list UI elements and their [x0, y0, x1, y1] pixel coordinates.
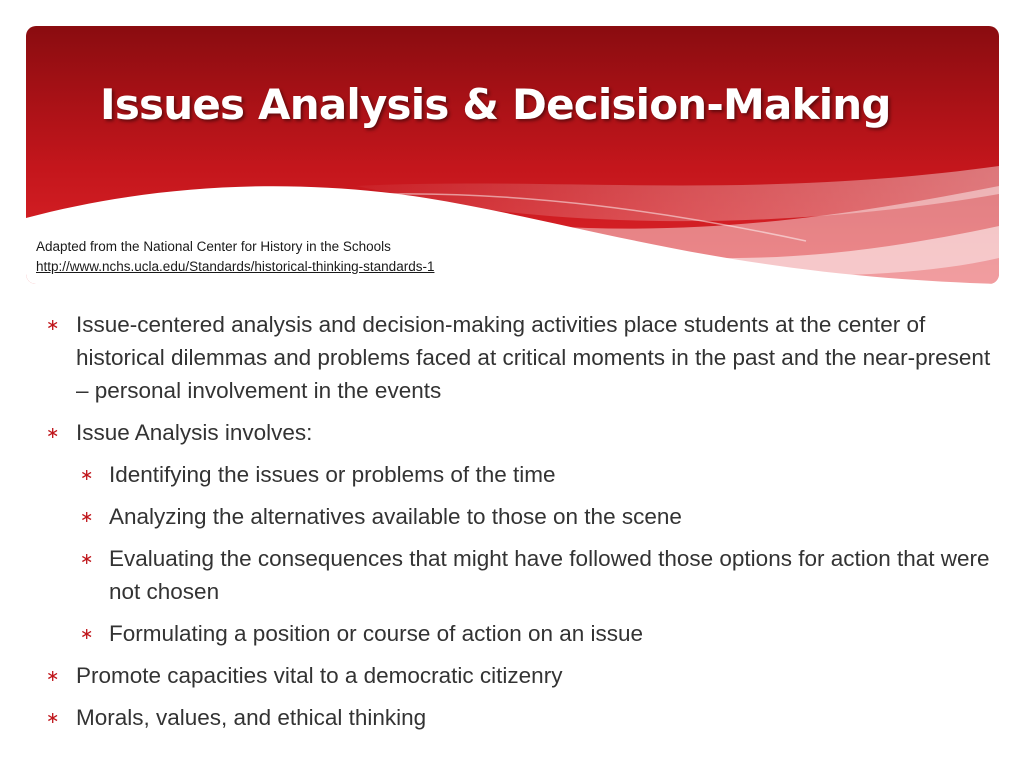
bullet-text: Analyzing the alternatives available to those on the scene	[109, 504, 682, 529]
bullet-item	[44, 308, 994, 407]
bullet-asterisk-icon: ∗	[46, 710, 60, 727]
bullet-asterisk-icon: ∗	[80, 551, 94, 568]
bullet-asterisk-icon: ∗	[80, 467, 94, 484]
bullet-item	[44, 701, 994, 734]
bullet-list	[44, 308, 994, 743]
bullet-text: Morals, values, and ethical thinking	[76, 705, 427, 730]
bullet-text: Identifying the issues or problems of the time	[109, 462, 556, 487]
bullet-item	[44, 416, 994, 449]
bullet-item	[44, 659, 994, 692]
bullet-text: Issue-centered analysis and decision-making activities place students at the center of historical dilemmas and problems faced at critical moments in the past and the near-present – personal involvement in the events	[76, 312, 991, 403]
bullet-asterisk-icon: ∗	[46, 668, 60, 685]
source-citation	[36, 237, 434, 277]
source-credit: Adapted from the National Center for History in the Schools	[36, 239, 391, 254]
bullet-text: Promote capacities vital to a democratic citizenry	[76, 663, 563, 688]
slide-title: Issues Analysis & Decision-Making	[100, 80, 891, 129]
sub-bullet-item	[44, 500, 994, 533]
bullet-asterisk-icon: ∗	[80, 626, 94, 643]
source-link[interactable]: http://www.nchs.ucla.edu/Standards/historical-thinking-standards-1	[36, 259, 435, 274]
bullet-text: Formulating a position or course of action on an issue	[109, 621, 644, 646]
sub-bullet-item	[44, 458, 994, 491]
bullet-asterisk-icon: ∗	[46, 317, 60, 334]
sub-bullet-item	[44, 617, 994, 650]
bullet-asterisk-icon: ∗	[80, 509, 94, 526]
bullet-text: Issue Analysis involves:	[76, 420, 313, 445]
bullet-text: Evaluating the consequences that might have followed those options for action that were not chosen	[109, 546, 990, 604]
sub-bullet-item	[44, 542, 994, 608]
bullet-asterisk-icon: ∗	[46, 425, 60, 442]
